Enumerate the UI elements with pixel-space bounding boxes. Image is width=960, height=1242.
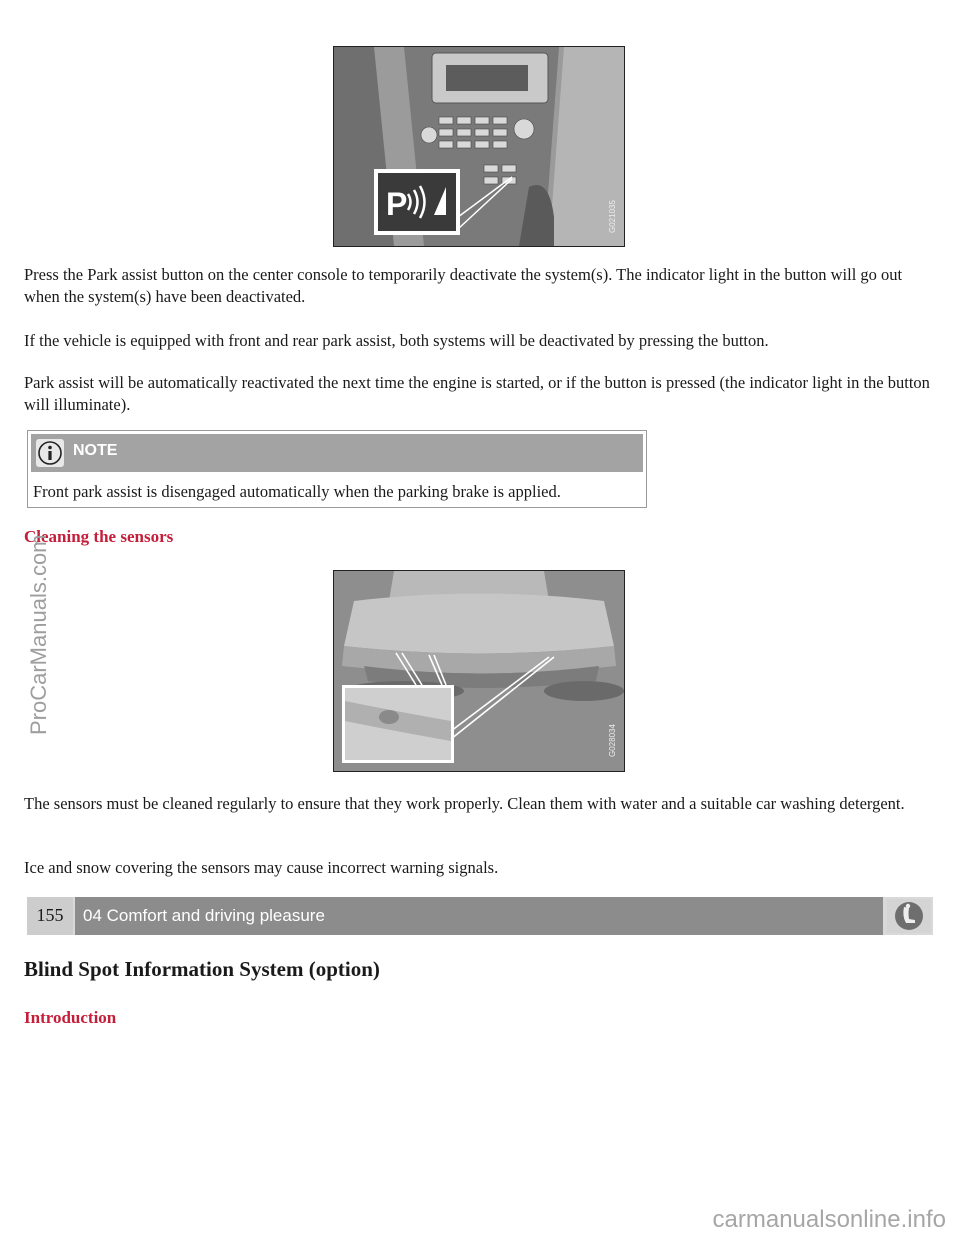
paragraph-ice-snow: Ice and snow covering the sensors may cause incorrect warning signals.: [24, 858, 499, 877]
svg-text:P: P: [386, 186, 408, 222]
section-heading-cleaning: Cleaning the sensors: [24, 527, 174, 546]
watermark-procarmanuals: ProCarManuals.com: [26, 534, 51, 735]
paragraph-both-systems: If the vehicle is equipped with front and rear park assist, both systems will be deactivated by pressing the button.: [24, 331, 769, 350]
note-box: [27, 430, 647, 508]
paragraph-deactivate: Press the Park assist button on the center console to temporarily deactivate the system(s). The indicator light in the button will go out when the system(s) have been deactivated.: [24, 265, 903, 306]
paragraph-reactivate: Park assist will be automatically reactivated the next time the engine is started, or if the button is pressed (the indicator light in the button will illuminate).: [24, 373, 930, 414]
info-icon: [36, 439, 64, 467]
bumper-drawing: [334, 571, 624, 771]
section-heading-introduction: Introduction: [24, 1008, 117, 1027]
figure-id-1: G021035: [608, 200, 617, 233]
seat-icon: [887, 899, 931, 933]
note-title: NOTE: [73, 442, 118, 459]
paragraph-cleaning: The sensors must be cleaned regularly to ensure that they work properly. Clean them with water and a suitable car washing detergent.: [24, 794, 905, 813]
figure-id-2: G028034: [608, 724, 617, 757]
console-illustration: [333, 46, 625, 247]
note-header: [31, 434, 643, 472]
console-drawing: [334, 47, 624, 246]
page-footer-bar: [27, 897, 933, 935]
bumper-sensors-illustration: [333, 570, 625, 772]
heading-blind-spot: Blind Spot Information System (option): [24, 957, 380, 981]
note-text: Front park assist is disengaged automatically when the parking brake is applied.: [33, 482, 561, 501]
chapter-title: 04 Comfort and driving pleasure: [75, 897, 883, 935]
page-number: 155: [27, 897, 73, 935]
watermark-carmanualsonline: carmanualsonline.info: [712, 1206, 946, 1233]
